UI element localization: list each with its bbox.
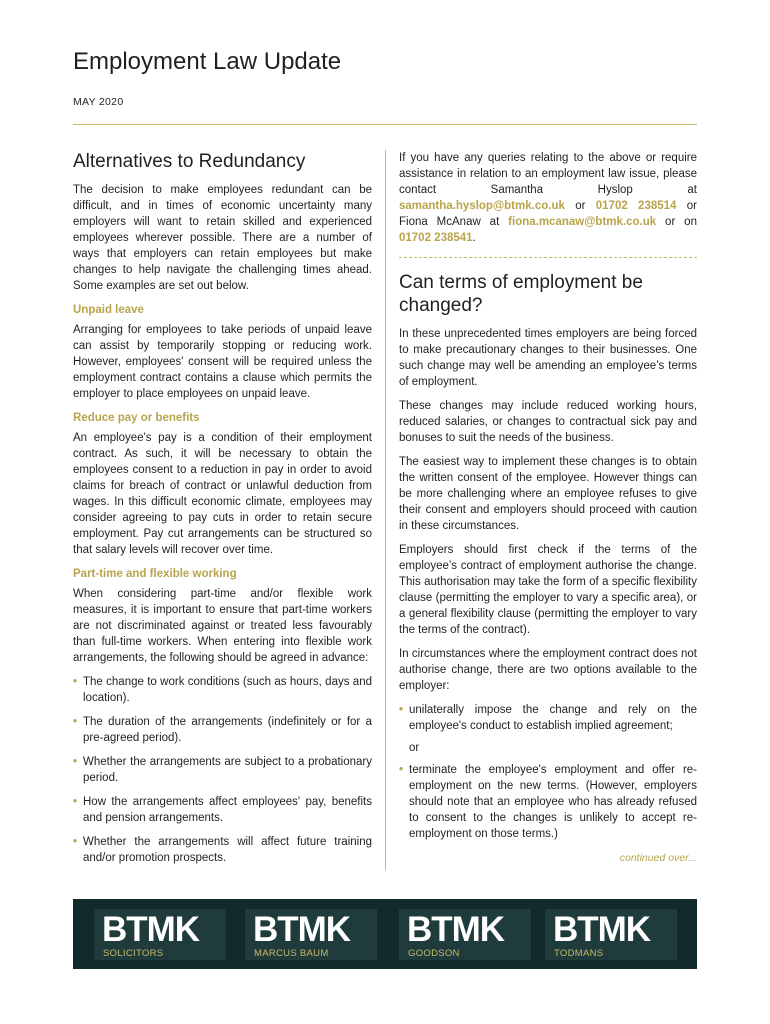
list-item: • unilaterally impose the change and rely on the employee's conduct to establish implied agreement; (399, 704, 697, 732)
logo-subtitle: MARCUS BAUM (254, 948, 329, 959)
bullet-icon: • (399, 704, 404, 716)
list-item: • The duration of the arrangements (indefinitely or for a pre-agreed period). (73, 716, 372, 744)
logo-wordmark: BTMK (553, 910, 651, 949)
header-rule (73, 124, 697, 125)
bullet-icon: • (399, 764, 404, 776)
list-item: • The change to work conditions (such as hours, days and location). (73, 676, 372, 704)
bullet-icon: • (73, 836, 78, 848)
unpaid-leave-paragraph: Arranging for employees to take periods of unpaid leave can assist by temporarily stopping or reducing work. However, employees' consent will be required unless the employment contract contains a clause which permits the employer to place employees on unpaid leave. (73, 324, 372, 400)
phone-link-samantha[interactable]: 01702 238514 (595, 200, 677, 212)
list-item: • How the arrangements affect employees' pay, benefits and pension arrangements. (73, 796, 372, 824)
bullet-icon: • (73, 716, 78, 728)
bullet-icon: • (73, 676, 78, 688)
terms-paragraph-3: The easiest way to implement these changes is to obtain the written consent of the employee. However things can be more challenging where an employee refuses to give their consent and employers should proceed with caution in these circumstances. (399, 456, 697, 532)
terms-paragraph-2: These changes may include reduced working hours, reduced salaries, or changes to contractual sick pay and bonuses to suit the needs of the business. (399, 400, 697, 444)
subheading-reduce-pay: Reduce pay or benefits (73, 412, 200, 424)
email-link-samantha[interactable]: samantha.hyslop@btmk.co.uk (399, 200, 565, 212)
section-heading-terms: Can terms of employment be changed? (399, 272, 643, 316)
section-divider (399, 257, 697, 258)
logo-subtitle: TODMANS (554, 948, 604, 959)
logo-wordmark: BTMK (102, 910, 200, 949)
logo-subtitle: SOLICITORS (103, 948, 164, 959)
logo-wordmark: BTMK (407, 910, 505, 949)
left-column (73, 150, 372, 874)
intro-paragraph: The decision to make employees redundant can be difficult, and in times of economic uncertainty many employers will want to retain skilled and experienced employees wherever possible. There are a number of ways that employers can retain employees but make changes to help navigate the challenging times ahead. Some examples are set out below. (73, 184, 372, 292)
list-item: • terminate the employee's employment and offer re-employment on the new terms. (However, employers should note that an employee who has already refused to consent to the changes is unlikely to accept re-employment on those terms.) (399, 764, 697, 840)
section-heading-redundancy: Alternatives to Redundancy (73, 151, 306, 172)
logo-subtitle: GOODSON (408, 948, 460, 959)
footer-logo-bar (73, 899, 697, 969)
email-link-fiona[interactable]: fiona.mcanaw@btmk.co.uk (508, 216, 657, 228)
terms-paragraph-5: In circumstances where the employment contract does not authorise change, there are two options available to the employer: (399, 648, 697, 692)
reduce-pay-paragraph: An employee's pay is a condition of their employment contract. As such, it will be necessary to obtain the employees consent to a reduction in pay in order to avoid claims for breach of contract or unlawful deduction from wages. In this difficult economic climate, employees may consider agreeing to pay cuts in order to retain secure employment. Pay cut arrangements can be structured so that salary levels will recover over time. (73, 432, 372, 556)
subheading-flexible-working: Part-time and flexible working (73, 568, 237, 580)
column-divider (385, 150, 386, 870)
logo-btmk-goodson (399, 909, 531, 960)
logo-btmk-todmans (545, 909, 677, 960)
terms-paragraph-1: In these unprecedented times employers are being forced to make precautionary changes to their businesses. One such change may well be amending an employee’s terms of employment. (399, 328, 697, 388)
flexible-working-paragraph: When considering part-time and/or flexible work measures, it is important to ensure that part-time workers are not discriminated against or treated less favourably than full-time workers. When entering into flexible work arrangements, the following should be agreed in advance: (73, 588, 372, 664)
contact-paragraph: If you have any queries relating to the above or require assistance in relation to an employment law issue, please contact Samantha Hyslop at samantha.hyslop@btmk.co.uk or 01702 238514 or Fiona McAnaw at fiona.mcanaw@btmk.co.uk or on 01702 238541. (399, 152, 697, 244)
logo-btmk-marcus-baum (245, 909, 377, 960)
logo-wordmark: BTMK (253, 910, 351, 949)
agreement-bullet-list (73, 674, 372, 866)
options-bullet-list (399, 702, 697, 734)
right-column (399, 150, 697, 866)
terms-paragraph-4: Employers should first check if the terms of the employee’s contract of employment authorise the change. This authorisation may take the form of a specific flexibility clause (permitting the employer to vary a specific area), or a general flexibility clause (permitting the employer to vary the terms of the contract). (399, 544, 697, 636)
bullet-icon: • (73, 796, 78, 808)
list-item: • Whether the arrangements are subject to a probationary period. (73, 756, 372, 784)
subheading-unpaid-leave: Unpaid leave (73, 304, 144, 316)
list-item: • Whether the arrangements will affect future training and/or promotion prospects. (73, 836, 372, 864)
logo-btmk-solicitors (94, 909, 226, 960)
option-or: or (409, 742, 420, 754)
phone-link-fiona[interactable]: 01702 238541 (399, 232, 473, 244)
options-bullet-list-2 (399, 762, 697, 842)
page-title: Employment Law Update (73, 48, 342, 75)
issue-date: MAY 2020 (73, 96, 124, 108)
continued-note: continued over... (619, 852, 697, 864)
bullet-icon: • (73, 756, 78, 768)
